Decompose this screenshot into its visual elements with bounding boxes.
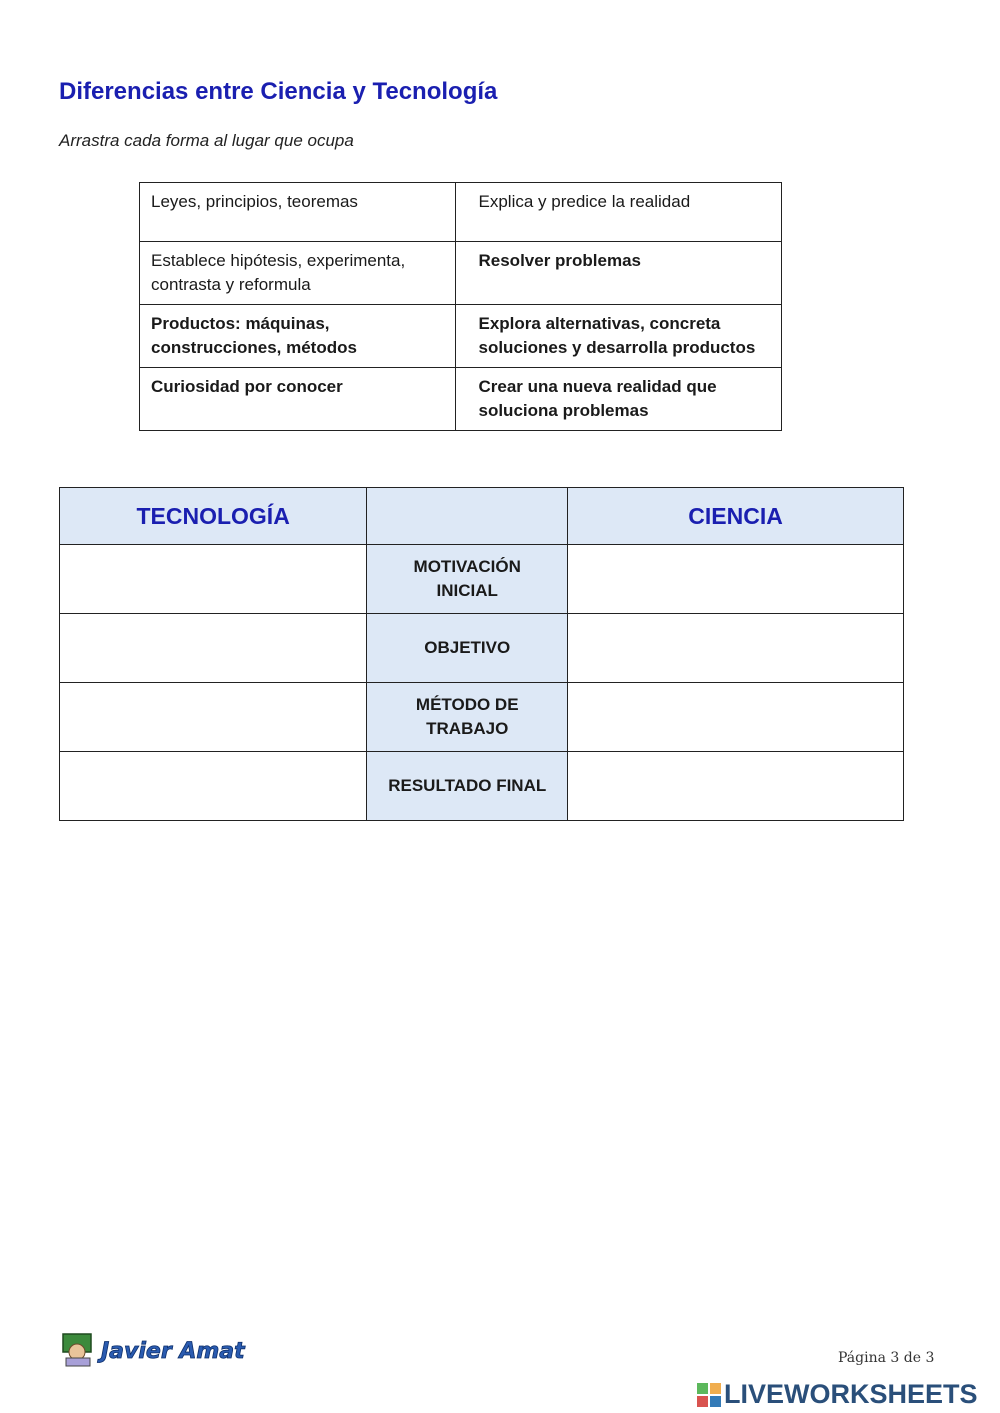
liveworksheets-logo bbox=[697, 1379, 978, 1410]
drag-item[interactable]: Explora alternativas, concreta soluciones y desarrolla productos bbox=[455, 305, 782, 368]
row-label: RESULTADO FINAL bbox=[367, 752, 568, 821]
header-ciencia: CIENCIA bbox=[568, 488, 904, 545]
drag-item[interactable]: Crear una nueva realidad que soluciona problemas bbox=[455, 368, 782, 431]
drag-item[interactable]: Resolver problemas bbox=[455, 242, 782, 305]
drop-zone-ciencia[interactable] bbox=[568, 752, 904, 821]
comparison-table bbox=[59, 487, 904, 821]
drag-item[interactable]: Curiosidad por conocer bbox=[140, 368, 456, 431]
author-logo bbox=[61, 1330, 245, 1373]
drag-item[interactable]: Explica y predice la realidad bbox=[455, 183, 782, 242]
drop-zone-ciencia[interactable] bbox=[568, 683, 904, 752]
header-empty bbox=[367, 488, 568, 545]
liveworksheets-icon bbox=[697, 1383, 721, 1407]
header-tecnologia: TECNOLOGÍA bbox=[60, 488, 367, 545]
draggable-items-table bbox=[139, 182, 782, 431]
drag-item[interactable]: Productos: máquinas, construcciones, métodos bbox=[140, 305, 456, 368]
page-number: Página 3 de 3 bbox=[838, 1350, 935, 1366]
page-title: Diferencias entre Ciencia y Tecnología bbox=[59, 78, 498, 105]
drop-zone-tecnologia[interactable] bbox=[60, 683, 367, 752]
drag-item[interactable]: Establece hipótesis, experimenta, contrasta y reformula bbox=[140, 242, 456, 305]
drop-zone-tecnologia[interactable] bbox=[60, 752, 367, 821]
drop-zone-tecnologia[interactable] bbox=[60, 545, 367, 614]
row-label: MÉTODO DE TRABAJO bbox=[367, 683, 568, 752]
row-label: OBJETIVO bbox=[367, 614, 568, 683]
drop-zone-ciencia[interactable] bbox=[568, 545, 904, 614]
row-label: MOTIVACIÓN INICIAL bbox=[367, 545, 568, 614]
svg-text:Javier Amat: Javier Amat bbox=[101, 1339, 245, 1364]
drop-zone-tecnologia[interactable] bbox=[60, 614, 367, 683]
instruction-text: Arrastra cada forma al lugar que ocupa bbox=[59, 131, 354, 150]
liveworksheets-brand: LIVEWORKSHEETS bbox=[724, 1379, 978, 1409]
drag-item[interactable]: Leyes, principios, teoremas bbox=[140, 183, 456, 242]
drop-zone-ciencia[interactable] bbox=[568, 614, 904, 683]
